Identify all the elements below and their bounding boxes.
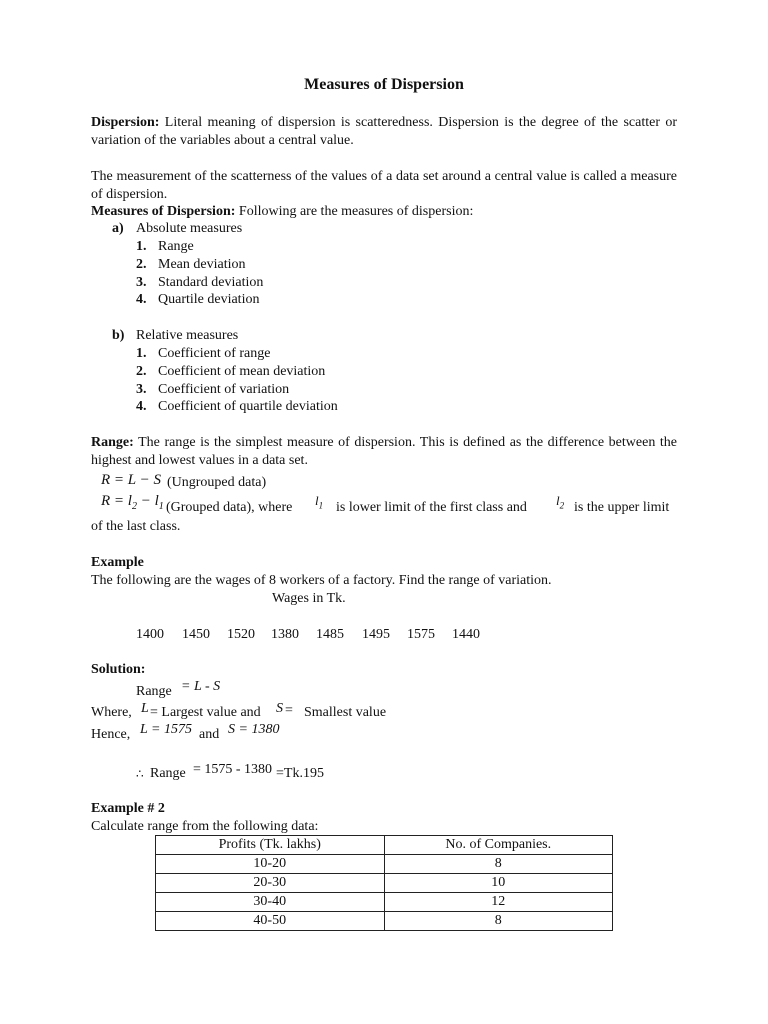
wage-value: 1485 [316, 627, 344, 642]
range-label-solution: Range [136, 684, 172, 699]
absolute-measures-list [136, 238, 263, 309]
ungrouped-note: (Ungrouped data) [167, 475, 267, 490]
range-formula-ungrouped: R = L − S [101, 472, 161, 488]
L-symbol: L [141, 701, 149, 716]
table-cell: 10-20 [156, 855, 385, 874]
table-row [156, 893, 613, 912]
table-header-row [156, 836, 613, 855]
list-item: 2. Mean deviation [136, 256, 246, 272]
L-value: L = 1575 [140, 722, 192, 737]
wage-value: 1380 [271, 627, 299, 642]
wage-value: 1520 [227, 627, 255, 642]
l1-description: is lower limit of the first class and [336, 500, 527, 515]
wage-value: 1440 [452, 627, 480, 642]
l1-symbol: $l_1$ [315, 493, 324, 511]
group-a-header [112, 220, 242, 238]
group-a-label: Absolute measures [136, 221, 243, 236]
range-text: The range is the simplest measure of dispersion. This is defined as the difference between the highest and lowest values in a data set. [91, 435, 677, 468]
l2-description: is the upper limit [574, 500, 670, 515]
table-cell: 8 [384, 855, 613, 874]
table-cell: 12 [384, 893, 613, 912]
dispersion-label: Dispersion: [91, 115, 160, 130]
list-item: 4. Quartile deviation [136, 292, 260, 308]
dispersion-paragraph [91, 114, 677, 150]
list-item: 3. Standard deviation [136, 274, 264, 290]
table-row [156, 912, 613, 931]
measures-label: Measures of Dispersion: [91, 204, 236, 219]
dispersion-text: Literal meaning of dispersion is scatteredness. Dispersion is the degree of the scatter or variation of the variables about a central value. [91, 115, 677, 148]
wage-value: 1450 [182, 627, 210, 642]
measures-text: Following are the measures of dispersion: [235, 204, 474, 219]
page-title: Measures of Dispersion [304, 76, 464, 93]
relative-measures-list [136, 345, 338, 416]
range-paragraph [91, 434, 677, 470]
group-a-marker: a) [112, 221, 124, 236]
wages-caption: Wages in Tk. [272, 591, 346, 606]
L-definition: = Largest value and [150, 705, 261, 720]
S-symbol: S [276, 701, 283, 716]
therefore-symbol: ∴ [136, 767, 144, 781]
and-label: and [199, 727, 220, 742]
table-cell: 10 [384, 874, 613, 893]
table-cell: 30-40 [156, 893, 385, 912]
solution-heading: Solution: [91, 662, 146, 677]
S-definition: Smallest value [304, 705, 387, 720]
wage-value: 1400 [136, 627, 164, 642]
range-calculation: = 1575 - 1380 [193, 762, 273, 777]
range-formula-grouped: $R = l_2 - l_1$ [101, 493, 164, 512]
table-row [156, 874, 613, 893]
l2-symbol: $l_2$ [556, 493, 565, 511]
table-cell: 40-50 [156, 912, 385, 931]
example2-text: Calculate range from the following data: [91, 819, 319, 834]
range-label: Range: [91, 435, 134, 450]
group-b-marker: b) [112, 328, 125, 343]
example-text: The following are the wages of 8 workers of a factory. Find the range of variation. [91, 573, 552, 588]
group-b-label: Relative measures [136, 328, 239, 343]
group-b-header [112, 327, 238, 345]
wage-value: 1495 [362, 627, 390, 642]
list-item: 1. Range [136, 239, 194, 254]
measurement-paragraph: The measurement of the scatterness of the values of a data set around a central value is called a measure of dispersion. [91, 169, 677, 202]
range-formula-solution: = L - S [181, 679, 221, 694]
example-heading: Example [91, 555, 144, 570]
column-header: Profits (Tk. lakhs) [156, 836, 385, 855]
profits-table [155, 835, 613, 931]
column-header: No. of Companies. [384, 836, 613, 855]
range-result: =Tk.195 [276, 766, 324, 781]
list-item: 3. Coefficient of variation [136, 381, 290, 397]
measures-heading [91, 203, 473, 221]
where-label: Where, [91, 705, 132, 720]
list-item: 4. Coefficient of quartile deviation [136, 399, 338, 415]
table-cell: 8 [384, 912, 613, 931]
wage-value: 1575 [407, 627, 435, 642]
list-item: 2. Coefficient of mean deviation [136, 363, 326, 379]
table-row [156, 855, 613, 874]
range-tail: of the last class. [91, 519, 181, 534]
example2-heading: Example # 2 [91, 801, 165, 816]
list-item: 1. Coefficient of range [136, 346, 271, 361]
S-value: S = 1380 [228, 722, 280, 737]
hence-label: Hence, [91, 727, 131, 742]
S-equals: = [285, 703, 293, 718]
range-label-final: Range [150, 766, 186, 781]
table-cell: 20-30 [156, 874, 385, 893]
grouped-note: (Grouped data), where [166, 500, 293, 515]
